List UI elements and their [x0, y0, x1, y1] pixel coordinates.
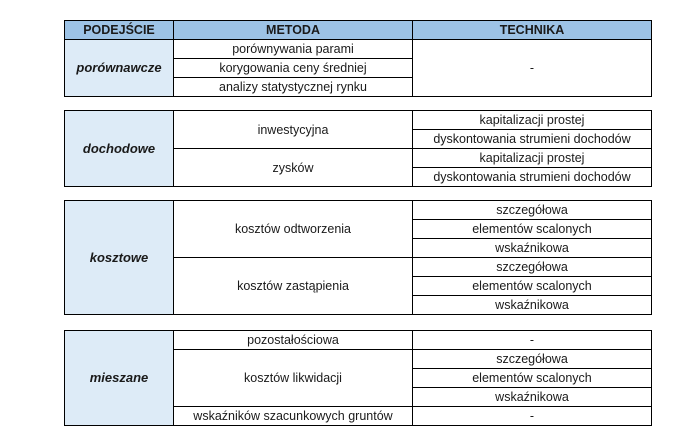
header-row — [65, 21, 652, 40]
technique-cell: szczegółowa — [413, 201, 652, 220]
technique-cell: szczegółowa — [413, 350, 652, 369]
technique-cell: elementów scalonych — [413, 277, 652, 296]
method-cell: zysków — [174, 149, 413, 187]
table-row — [65, 331, 652, 350]
technique-cell: wskaźnikowa — [413, 388, 652, 407]
approach-cell: kosztowe — [65, 201, 174, 315]
method-cell: kosztów likwidacji — [174, 350, 413, 407]
header-approach: PODEJŚCIE — [65, 21, 174, 40]
technique-cell: wskaźnikowa — [413, 239, 652, 258]
method-cell: inwestycyjna — [174, 111, 413, 149]
approach-cell: porównawcze — [65, 40, 174, 97]
approach-cell: mieszane — [65, 331, 174, 426]
technique-cell: kapitalizacji prostej — [413, 111, 652, 130]
valuation-table-comparative — [64, 20, 652, 97]
technique-cell: elementów scalonych — [413, 220, 652, 239]
technique-cell: - — [413, 331, 652, 350]
technique-cell: szczegółowa — [413, 258, 652, 277]
method-cell: porównywania parami — [174, 40, 413, 59]
technique-cell: - — [413, 407, 652, 426]
header-technique: TECHNIKA — [413, 21, 652, 40]
approach-cell: dochodowe — [65, 111, 174, 187]
technique-cell: elementów scalonych — [413, 369, 652, 388]
table-row — [65, 201, 652, 220]
method-cell: pozostałościowa — [174, 331, 413, 350]
technique-cell: dyskontowania strumieni dochodów — [413, 168, 652, 187]
technique-cell: wskaźnikowa — [413, 296, 652, 315]
table-row — [65, 111, 652, 130]
method-cell: analizy statystycznej rynku — [174, 78, 413, 97]
table-row — [65, 40, 652, 59]
method-cell: wskaźników szacunkowych gruntów — [174, 407, 413, 426]
header-method: METODA — [174, 21, 413, 40]
valuation-table-mixed — [64, 330, 652, 426]
technique-cell: kapitalizacji prostej — [413, 149, 652, 168]
technique-cell: - — [413, 40, 652, 97]
technique-cell: dyskontowania strumieni dochodów — [413, 130, 652, 149]
valuation-table-cost — [64, 200, 652, 315]
valuation-table-income — [64, 110, 652, 187]
method-cell: kosztów odtworzenia — [174, 201, 413, 258]
method-cell: korygowania ceny średniej — [174, 59, 413, 78]
method-cell: kosztów zastąpienia — [174, 258, 413, 315]
